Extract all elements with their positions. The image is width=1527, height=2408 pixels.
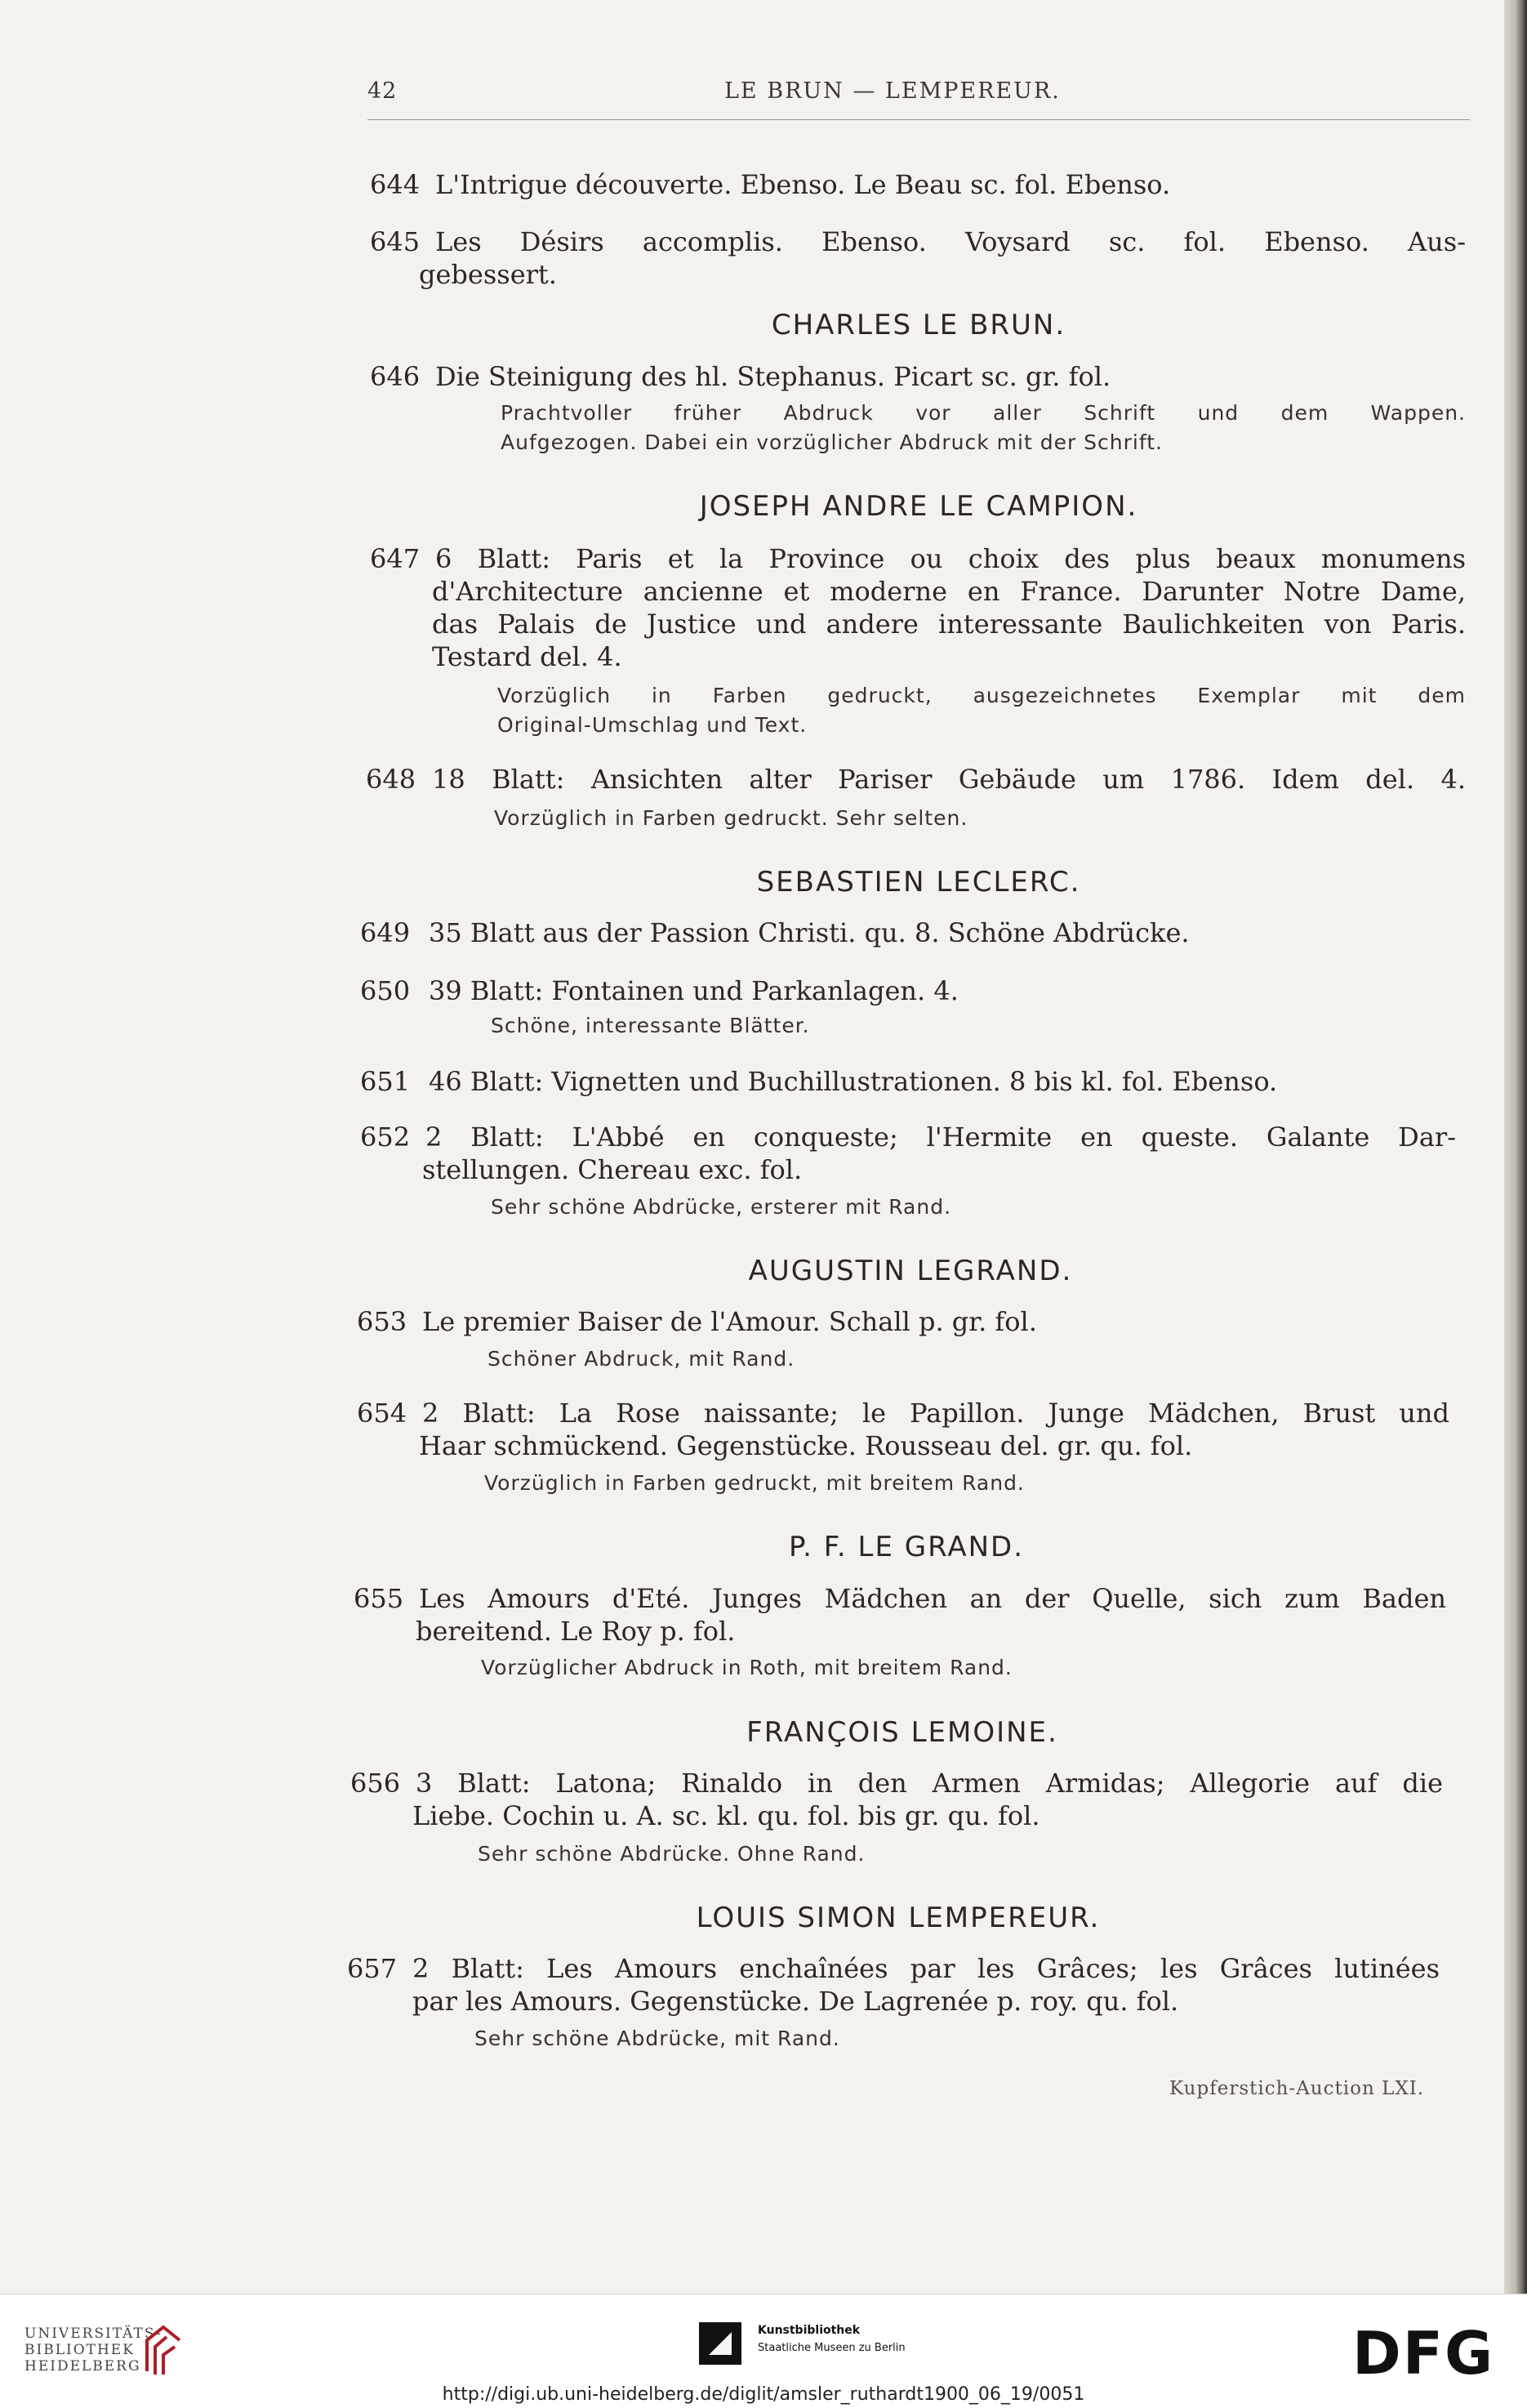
entry-line: Les Amours d'Eté. Junges Mädchen an der Quelle, sich zum Baden [419, 1583, 1446, 1614]
ub-heidelberg-logo-icon [142, 2322, 185, 2379]
entry-note: Vorzüglich in Farben gedruckt, mit breitem Rand. [484, 1471, 1025, 1495]
artist-heading: FRANÇOIS LEMOINE. [746, 1716, 1058, 1749]
entry-line: Le premier Baiser de l'Amour. Schall p. gr. fol. [422, 1306, 1037, 1337]
running-title: LE BRUN — LEMPEREUR. [724, 78, 1061, 104]
entry-number: 647 [370, 543, 421, 574]
entry-note: Sehr schöne Abdrücke. Ohne Rand. [478, 1842, 866, 1866]
entry-line: L'Intrigue découverte. Ebenso. Le Beau sc. fol. Ebenso. [435, 169, 1171, 200]
entry-number: 650 [360, 975, 411, 1006]
entry-line: gebessert. [419, 259, 557, 290]
entry-note: Original-Umschlag und Text. [497, 713, 808, 737]
entry-line: par les Amours. Gegenstücke. De Lagrenée p. roy. qu. fol. [412, 1986, 1179, 2017]
entry-number: 654 [357, 1398, 407, 1429]
entry-line: 6 Blatt: Paris et la Province ou choix des plus beaux monumens [435, 543, 1466, 574]
entry-note: Vorzüglicher Abdruck in Roth, mit breitem Rand. [481, 1656, 1013, 1679]
artist-heading: P. F. LE GRAND. [788, 1531, 1025, 1563]
artist-heading: SEBASTIEN LECLERC. [756, 866, 1081, 899]
digitization-footer [0, 2294, 1527, 2408]
entry-line: Liebe. Cochin u. A. sc. kl. qu. fol. bis gr. qu. fol. [412, 1800, 1040, 1831]
dfg-logo: DFG [1352, 2319, 1495, 2388]
entry-line: Die Steinigung des hl. Stephanus. Picart sc. gr. fol. [435, 361, 1111, 392]
entry-line: Les Désirs accomplis. Ebenso. Voysard sc. fol. Ebenso. Aus- [435, 226, 1466, 257]
entry-line: das Palais de Justice und andere interessante Baulichkeiten von Paris. [432, 609, 1466, 640]
entry-line: bereitend. Le Roy p. fol. [416, 1616, 736, 1647]
entry-line: 2 Blatt: La Rose naissante; le Papillon. Junge Mädchen, Brust und [422, 1398, 1449, 1429]
entry-note: Schöner Abdruck, mit Rand. [487, 1347, 795, 1371]
entry-number: 655 [354, 1583, 404, 1614]
entry-note: Vorzüglich in Farben gedruckt, ausgezeichnetes Exemplar mit dem [497, 684, 1466, 707]
entry-number: 653 [357, 1306, 407, 1337]
entry-number: 644 [370, 169, 421, 200]
entry-line: 2 Blatt: Les Amours enchaînées par les Grâces; les Grâces lutinées [412, 1953, 1440, 1984]
entry-number: 649 [360, 917, 411, 948]
signature-mark: Kupferstich-Auction LXI. [1169, 2078, 1425, 2099]
page-number: 42 [367, 78, 398, 104]
entry-line: 2 Blatt: L'Abbé en conqueste; l'Hermite en queste. Galante Dar- [425, 1122, 1456, 1153]
kunstbibliothek-title: Kunstbibliothek [758, 2324, 861, 2337]
entry-note: Prachtvoller früher Abdruck vor aller Schrift und dem Wappen. [501, 401, 1466, 425]
artist-heading: AUGUSTIN LEGRAND. [748, 1255, 1073, 1287]
entry-note: Aufgezogen. Dabei ein vorzüglicher Abdruck mit der Schrift. [501, 430, 1163, 454]
entry-note: Sehr schöne Abdrücke, mit Rand. [474, 2027, 840, 2050]
entry-number: 646 [370, 361, 421, 392]
entry-line: stellungen. Chereau exc. fol. [422, 1154, 803, 1185]
entry-note: Schöne, interessante Blätter. [491, 1014, 810, 1037]
kunstbibliothek-logo-icon [699, 2322, 741, 2365]
source-url[interactable]: http://digi.ub.uni-heidelberg.de/diglit/amsler_ruthardt1900_06_19/0051 [442, 2384, 1085, 2405]
running-header [367, 78, 1470, 113]
artist-heading: LOUIS SIMON LEMPEREUR. [696, 1902, 1101, 1934]
header-rule [367, 119, 1470, 120]
artist-heading: JOSEPH ANDRE LE CAMPION. [699, 490, 1138, 523]
entry-line: 39 Blatt: Fontainen und Parkanlagen. 4. [429, 975, 959, 1006]
kunstbibliothek-subtitle: Staatliche Museen zu Berlin [758, 2342, 906, 2354]
entry-number: 657 [347, 1953, 398, 1984]
page-edge [1504, 0, 1527, 2294]
entry-line: d'Architecture ancienne et moderne en France. Darunter Notre Dame, [432, 576, 1466, 607]
entry-line: 3 Blatt: Latona; Rinaldo in den Armen Armidas; Allegorie auf die [416, 1768, 1443, 1799]
entry-line: Testard del. 4. [432, 641, 622, 672]
entry-line: Haar schmückend. Gegenstücke. Rousseau del. gr. qu. fol. [419, 1430, 1193, 1461]
entry-number: 652 [360, 1122, 411, 1153]
artist-heading: CHARLES LE BRUN. [771, 309, 1066, 341]
entry-line: 46 Blatt: Vignetten und Buchillustrationen. 8 bis kl. fol. Ebenso. [429, 1066, 1278, 1097]
entry-number: 645 [370, 226, 421, 257]
entry-note: Vorzüglich in Farben gedruckt. Sehr selten. [494, 806, 968, 830]
entry-note: Sehr schöne Abdrücke, ersterer mit Rand. [491, 1195, 952, 1219]
ub-heidelberg-logo-text: UNIVERSITÄTS- BIBLIOTHEK HEIDELBERG [24, 2326, 162, 2375]
entry-line: 35 Blatt aus der Passion Christi. qu. 8. Schöne Abdrücke. [429, 917, 1190, 948]
entry-number: 656 [350, 1768, 401, 1799]
entry-number: 648 [366, 764, 416, 795]
entry-number: 651 [360, 1066, 411, 1097]
entry-line: 18 Blatt: Ansichten alter Pariser Gebäude um 1786. Idem del. 4. [432, 764, 1466, 795]
